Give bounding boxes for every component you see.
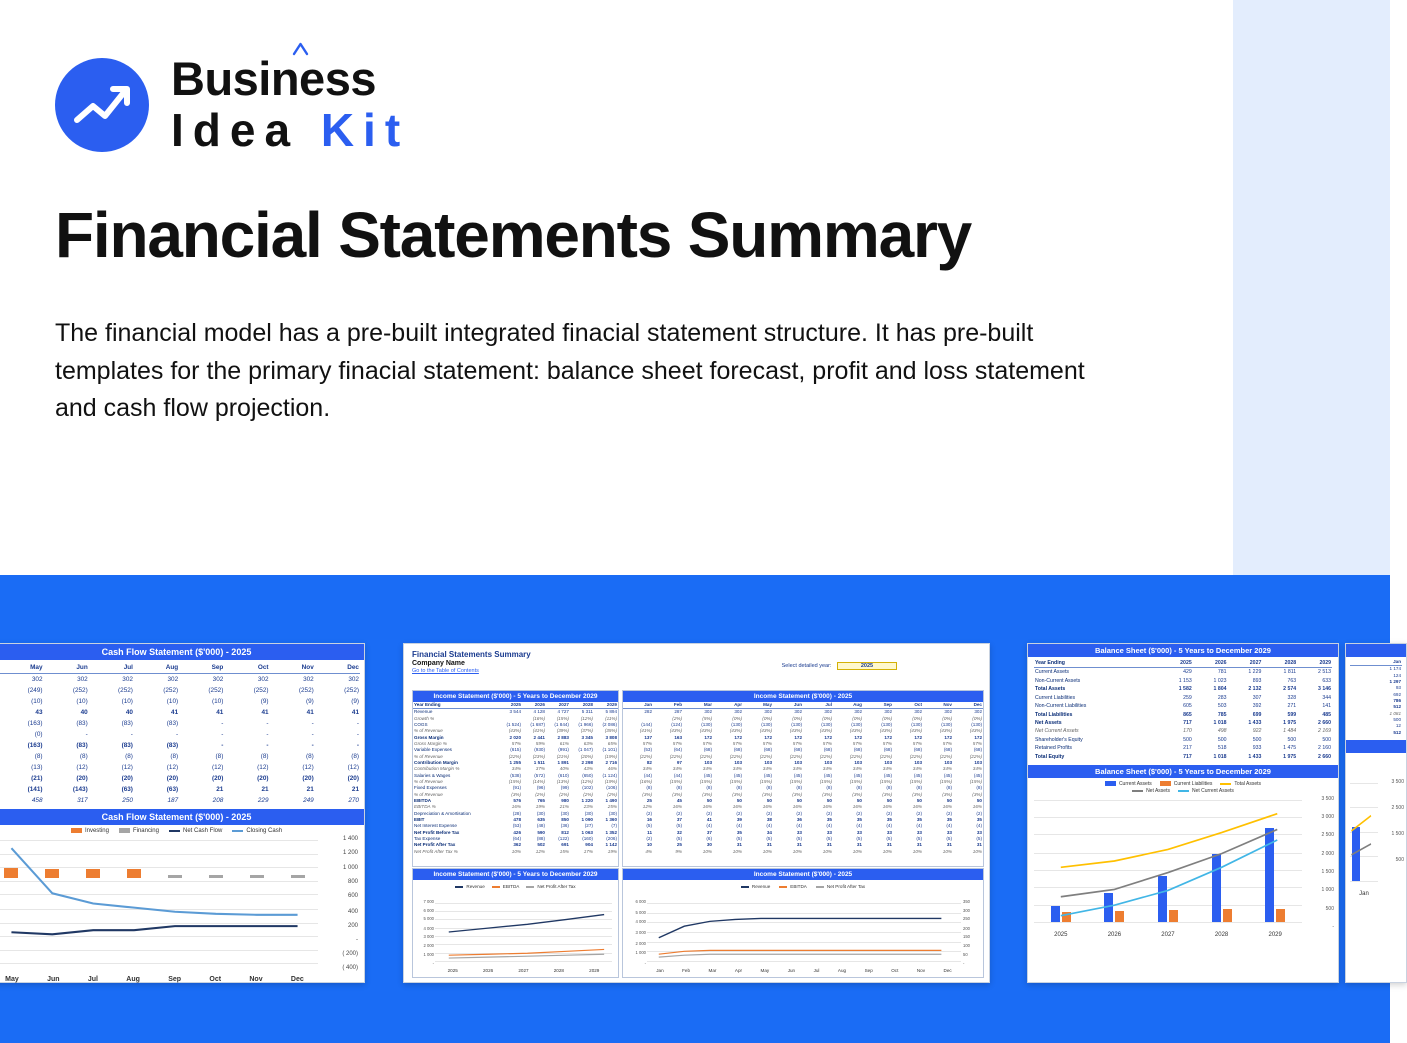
table-row: (41%) (43%) (43%) (43%) (43%) (43%) (43%) (43%) (43%) (43%) (43%) (43%)	[639, 728, 982, 734]
table-row: EBITDA 576 765 980 1 220 1 490	[414, 797, 617, 803]
table-row: 11 32 37 35 34 33 33 33 33 33 33 33	[647, 829, 982, 835]
table-row: (5) (5) (4) (4) (4) (4) (4) (4) (4) (4) (4) (4)	[646, 823, 982, 829]
table-row: (8) (8) (8) (8) (8) (8) (8) (8) (8) (8) (8) (8)	[646, 785, 982, 791]
table-row: 4% 9% 10% 10% 10% 10% 10% 10% 10% 10% 10% 10%	[645, 848, 982, 854]
legend-current-liabilities: Current Liabilities	[1160, 781, 1213, 787]
table-row: 692	[1393, 691, 1401, 697]
table-row: Contribution Margin 1 255 1 511 1 891 2 298 2 716	[414, 759, 617, 765]
screenshot-partial-right[interactable]	[1345, 643, 1407, 983]
income-5y-chart-title: Income Statement ($'000) - 5 Years to December 2029	[413, 869, 618, 880]
table-row: Net Profit Before Tax 426 590 812 1 063 1 352	[414, 829, 617, 835]
balance-chart-legend	[1028, 778, 1338, 787]
table-row: Year Ending 2025 2026 2027 2028 2029	[414, 702, 617, 707]
table-row: 43 40 40 41 41 41 41 41	[35, 709, 359, 717]
table-row: Fixed Expenses (91) (96) (99) (102) (106)	[414, 785, 617, 791]
income-5y-title: Income Statement ($'000) - 5 Years to December 2029	[413, 691, 618, 702]
table-row: Jan	[1350, 659, 1402, 666]
table-row: (8) (8) (8) (8) (8) (8) (8) (8)	[34, 753, 359, 761]
screenshot-balance-sheet[interactable]	[1027, 643, 1339, 983]
table-row: Year Ending 2025 2026 2027 2028 2029	[1035, 660, 1331, 666]
table-row: (16%) (15%) (15%) (15%) (15%) (15%) (15%) (15%) (15%) (15%) (15%) (15%)	[639, 778, 982, 784]
income-monthly-chart-title: Income Statement ($'000) - 2025	[623, 869, 983, 880]
table-row: COGS (1 524) (1 687) (1 844) (1 966) (2 086)	[414, 721, 617, 727]
table-row: 12% 16% 16% 16% 16% 16% 16% 16% 16% 16% 16% 16%	[642, 804, 982, 810]
legend-financing: Financing	[119, 828, 159, 834]
table-row: (141) (143) (63) (63) 21 21 21 21	[27, 786, 359, 794]
cashflow-chart-legend	[0, 825, 364, 834]
table-row: Salaries & Wages (538) (572) (610) (650) (1 124)	[414, 772, 617, 778]
table-row: Gross Margin 2 020 2 441 2 883 3 345 3 808	[414, 734, 617, 740]
cashflow-table	[0, 660, 364, 806]
income-monthly-title: Income Statement ($'000) - 2025	[623, 691, 983, 702]
table-row: EBITDA % 16% 19% 21% 23% 25%	[414, 804, 617, 810]
table-row: 34% 34% 34% 34% 34% 34% 34% 34% 34% 34% 34% 34%	[642, 766, 982, 772]
table-row: 458 317 250 187 208 229 249 270	[31, 797, 359, 805]
table-row: Net Interest Expense (53) (48) (36) (27) (7)	[414, 823, 617, 829]
table-row: (13) (12) (12) (12) (12) (12) (12) (12)	[31, 764, 359, 772]
table-row: % of Revenue (43%) (41%) (39%) (37%) (35%)	[414, 728, 617, 734]
summary-toc-link[interactable]: Go to the Table of Contents	[412, 668, 479, 674]
table-row: (3%) (3%) (3%) (3%) (3%) (3%) (3%) (3%) (3%) (3%) (3%) (3%)	[642, 791, 982, 797]
table-row: 1 297	[1389, 678, 1401, 684]
table-row: Current Assets 429 781 1 229 1 811 2 513	[1035, 669, 1331, 676]
logo-line-business: Business	[171, 55, 409, 102]
cashflow-table-title: Cash Flow Statement ($'000) - 2025	[0, 644, 364, 660]
summary-company-name: Company Name	[412, 660, 465, 667]
table-row: Depreciation & Amortisation (28) (30) (30) (30) (30)	[414, 810, 617, 816]
table-row: Non-Current Liabilities 605 503 392 271 141	[1035, 703, 1331, 710]
table-row: EBIT 478 635 850 1 090 1 360	[414, 816, 617, 822]
table-row: % of Revenue (22%) (23%) (21%) (20%) (19%)	[414, 753, 617, 759]
table-row: 512	[1393, 704, 1401, 710]
table-row: (21) (20) (20) (20) (20) (20) (20) (20)	[31, 775, 359, 783]
table-row: 786	[1393, 697, 1401, 703]
table-row: Shareholder's Equity 500 500 500 500 500	[1035, 736, 1331, 743]
balance-chart: 3 500 3 000 2 500 2 000 1 500 1 000 500 - 2025 2026 2027 2028 2029	[1028, 794, 1338, 944]
table-row: Net Assets 717 1 018 1 433 1 975 2 660	[1035, 719, 1331, 726]
table-row: Gross Margin % 57% 59% 61% 63% 65%	[414, 740, 617, 746]
legend-npat: Net Profit After Tax	[816, 884, 865, 889]
legend-net-current-assets: Net Current Assets	[1178, 788, 1234, 794]
screenshot-cash-flow[interactable]	[0, 643, 365, 983]
logo-kit-word: Kit	[320, 104, 410, 156]
table-row: 1 174	[1389, 666, 1401, 672]
table-row: 500	[1393, 716, 1401, 722]
table-row: 57% 57% 57% 57% 57% 57% 57% 57% 57% 57% 57% 57%	[642, 740, 982, 746]
year-selector-label: Select detailed year:	[781, 663, 832, 669]
balance-chart-title: Balance Sheet ($'000) - 5 Years to December 2029	[1028, 765, 1338, 778]
table-row: Tax Expense (64) (88) (122) (160) (206)	[414, 835, 617, 841]
legend-revenue: Revenue	[741, 884, 770, 889]
table-row: 93	[1395, 685, 1401, 691]
table-row: Total Equity 717 1 018 1 433 1 975 2 660	[1035, 753, 1331, 760]
edge-chart: 3 500 2 500 1 500 500 Jan	[1346, 753, 1406, 903]
table-row: 137 163 172 172 172 172 172 172 172 172 172 172	[644, 734, 982, 740]
table-row: (10) (10) (10) (10) (10) (9) (9) (9)	[31, 698, 359, 706]
table-row: (0) - - - - - - -	[34, 731, 359, 739]
table-row: Revenue 3 544 4 128 4 727 5 311 5 894	[414, 709, 617, 715]
summary-sheet-title: Financial Statements Summary	[412, 650, 531, 659]
table-row: (44) (44) (45) (45) (45) (45) (45) (45) (45) (45) (45) (45)	[643, 772, 982, 778]
logo-circle-icon	[55, 58, 149, 152]
table-row: % of Revenue (3%) (2%) (2%) (2%) (2%)	[414, 791, 617, 797]
table-row: Jan Feb Mar Apr May Jun Jul Aug Sep Oct Nov Dec	[623, 702, 983, 709]
table-row: Contribution Margin % 34% 37% 40% 43% 46%	[414, 766, 617, 772]
table-row: (144) (124) (130) (130) (130) (130) (130) (130) (130) (130) (130) (130)	[641, 721, 982, 727]
income-monthly-chart-legend	[623, 881, 983, 889]
table-row: (163) (83) (83) (83) - - - -	[27, 742, 359, 750]
table-row: % of Revenue (15%) (14%) (13%) (12%) (19%)	[414, 778, 617, 784]
table-row: Net Current Assets 170 498 922 1 484 2 169	[1035, 728, 1331, 735]
year-selector-value[interactable]: 2025	[837, 662, 897, 670]
screenshot-financial-summary[interactable]	[403, 643, 990, 983]
table-row: Variable Expenses (615) (930) (991) (1 047) (1 101)	[414, 747, 617, 753]
income-5y-chart-legend	[413, 881, 618, 889]
legend-revenue: Revenue	[455, 884, 484, 889]
table-row: (163) (83) (83) (83) - - - -	[27, 720, 359, 728]
table-row: Net Profit After Tax 362 502 691 904 1 142	[414, 842, 617, 848]
edge-table	[1346, 657, 1406, 736]
table-row: Retained Profits 217 518 933 1 475 2 160	[1035, 745, 1331, 752]
balance-chart-legend-2	[1028, 787, 1338, 794]
table-row: (2%) (5%) (0%) (0%) (0%) (0%) (0%) (0%) (0%) (0%) (0%)	[672, 715, 982, 721]
income-statement-5y-chart[interactable]: Income Statement ($'000) - 5 Years to December 2029 Revenue EBITDA Net Profit After Tax 7 000 6 000 5 000 4 000 3 000 2 000 1 000 - 2025 2026 2027 2028 2029	[412, 868, 619, 978]
table-row: (249) (252) (252) (252) (252) (252) (252) (252)	[27, 687, 359, 695]
year-selector[interactable]	[782, 662, 897, 670]
table-row: Growth % (16%) (15%) (12%) (11%)	[414, 715, 617, 721]
balance-table	[1028, 657, 1338, 761]
circumflex-icon	[292, 42, 309, 56]
cashflow-chart: 1 400 1 200 1 000 800 600 400 200 - ( 200) ( 400) May Jun Jul Aug Sep Oct Nov Dec	[0, 836, 364, 991]
legend-ebitda: EBITDA	[492, 884, 520, 889]
table-row: (2) (2) (2) (2) (2) (2) (2) (2) (2) (2) (2) (2)	[646, 810, 982, 816]
table-row: 82 97 103 103 103 103 103 103 103 103 103 103	[646, 759, 982, 765]
table-row: 302 302 302 302 302 302 302 302	[31, 676, 359, 684]
table-row: Non-Current Assets 1 153 1 023 893 763 633	[1035, 677, 1331, 684]
table-row: Total Assets 1 582 1 804 2 132 2 574 3 146	[1035, 686, 1331, 693]
income-statement-5y-table[interactable]	[412, 690, 619, 867]
legend-net-assets: Net Assets	[1132, 788, 1170, 794]
table-row: (2) (5) (6) (5) (5) (5) (5) (5) (5) (5) (5) (5)	[646, 835, 982, 841]
legend-total-assets: Total Assets	[1220, 781, 1261, 787]
table-row: (53) (64) (68) (68) (68) (68) (68) (68) (68) (68) (68) (68)	[643, 747, 982, 753]
legend-current-assets: Current Assets	[1105, 781, 1152, 787]
income-statement-monthly-chart[interactable]: Income Statement ($'000) - 2025 Revenue EBITDA Net Profit After Tax 6 000 5 000 4 000 3 000 2 000 1 000 - 350 300 250 200 150 100 50 - Jan Feb Mar Apr May Jun Jul Aug Sep Oct Nov Dec	[622, 868, 984, 978]
table-row: 16 37 41 39 38 36 35 35 35 35 35 35	[646, 816, 982, 822]
legend-ebitda: EBITDA	[779, 884, 807, 889]
table-row: 10 25 30 31 31 31 31 31 31 31 31 31	[646, 842, 982, 848]
table-row: 282 287 302 302 302 302 302 302 302 302 302 302	[644, 709, 982, 715]
logo-line-ideakit: Idea Kit	[171, 104, 410, 156]
table-row: Current Liabilities 259 283 307 328 344	[1035, 694, 1331, 701]
table-row: 124	[1393, 672, 1401, 678]
table-row: 12	[1395, 723, 1401, 729]
table-row: Net Profit After Tax % 10% 12% 15% 17% 19%	[414, 848, 617, 854]
right-accent-band	[1233, 0, 1390, 575]
legend-closing-cash: Closing Cash	[232, 828, 282, 834]
table-row: Total Liabilities 865 785 699 599 485	[1035, 711, 1331, 718]
legend-net-cash-flow: Net Cash Flow	[169, 828, 222, 834]
balance-table-title: Balance Sheet ($'000) - 5 Years to December 2029	[1028, 644, 1338, 657]
table-row: 1 081	[1389, 710, 1401, 716]
logo-wordmark	[171, 52, 410, 156]
cashflow-chart-title: Cash Flow Statement ($'000) - 2025	[0, 809, 364, 825]
income-statement-monthly-table[interactable]	[622, 690, 984, 867]
page-title: Financial Statements Summary	[55, 199, 972, 271]
table-row: May Jun Jul Aug Sep Oct Nov Dec	[0, 662, 360, 674]
table-row: (22%) (22%) (22%) (22%) (22%) (22%) (22%) (22%) (22%) (22%) (22%) (22%)	[639, 753, 982, 759]
table-row: 512	[1393, 729, 1401, 735]
legend-npat: Net Profit After Tax	[526, 884, 575, 889]
table-row: 25 45 50 50 50 50 50 50 50 50 50 50	[646, 797, 982, 803]
brand-logo	[55, 52, 410, 156]
page-description: The financial model has a pre-built integrated finacial statement structure. It has pre-built templates for the primary finacial statement: balance sheet forecast, profit and loss statement and cash flow projection.	[55, 319, 1085, 422]
legend-investing: Investing	[71, 828, 109, 834]
